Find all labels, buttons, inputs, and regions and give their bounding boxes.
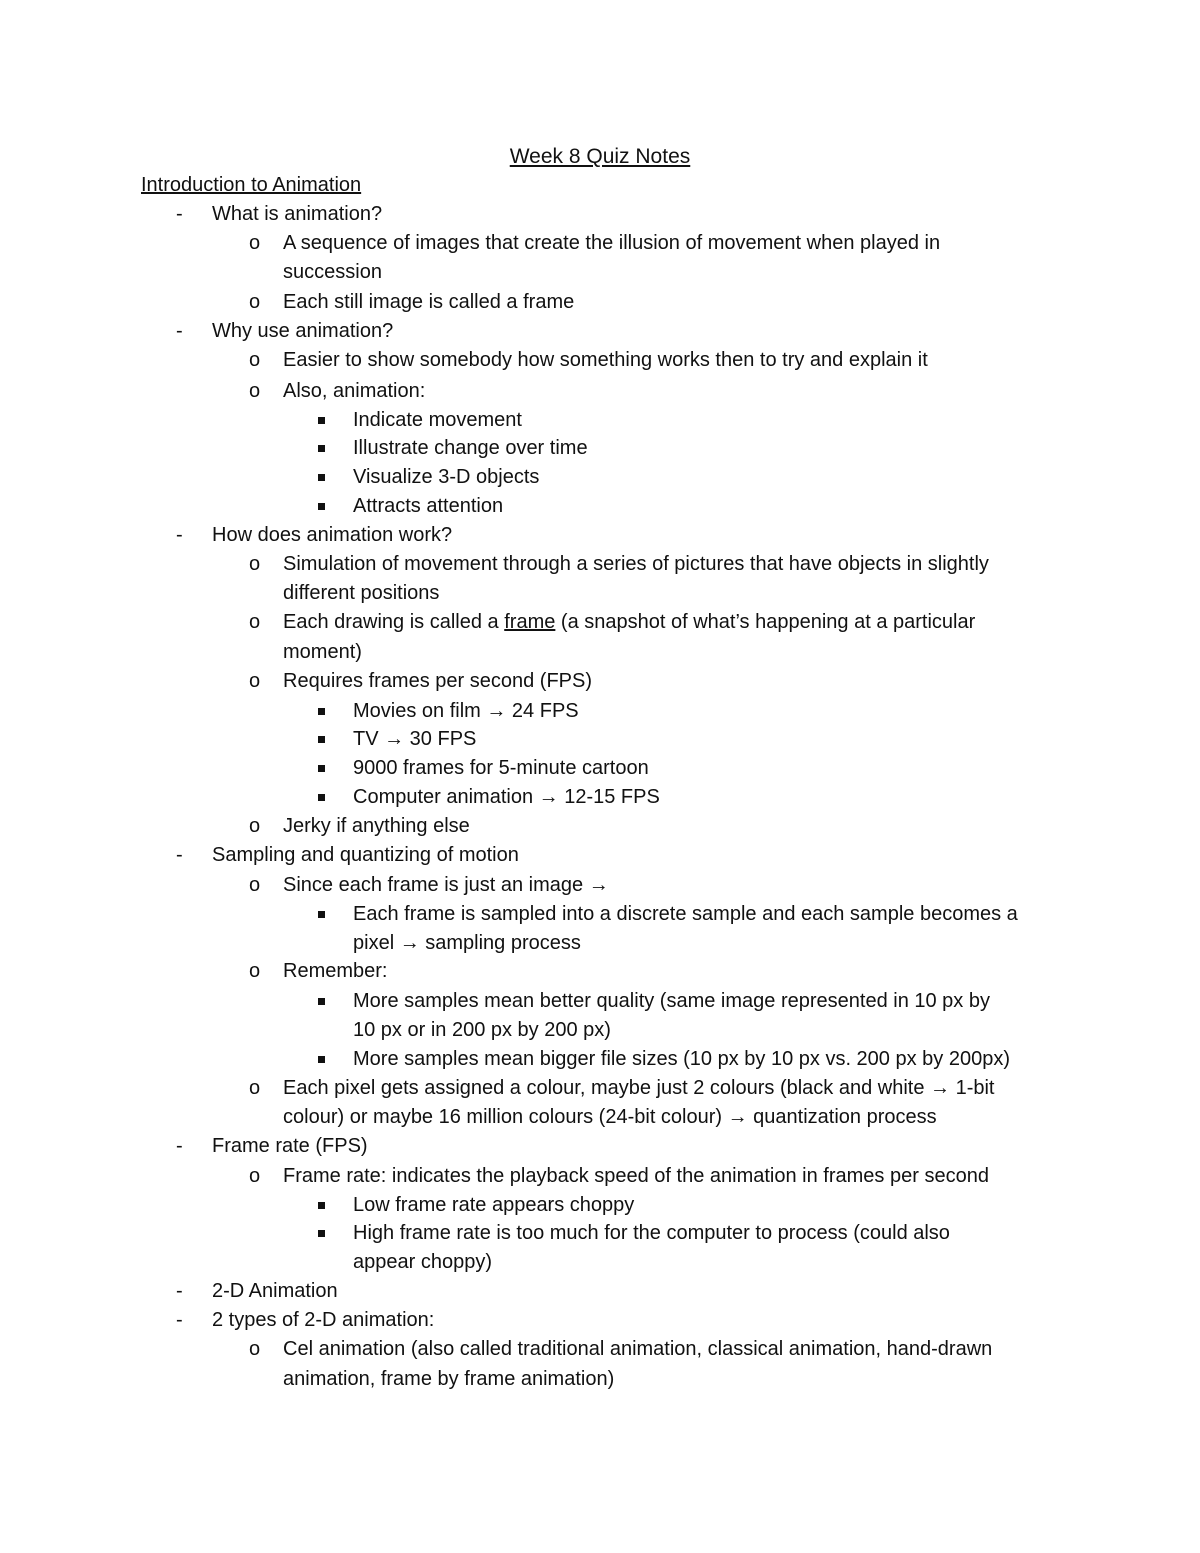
square-bullet-icon [318,492,328,521]
square-bullet-icon [318,1191,328,1220]
list-item: Easier to show somebody how something works then to try and explain it [283,349,928,371]
list-item: Frame rate (FPS) [212,1135,368,1157]
dash-bullet: - [176,320,183,342]
list-item-continuation: animation, frame by frame animation) [283,1368,615,1390]
list-item: Attracts attention [353,495,504,517]
list-item: 9000 frames for 5-minute cartoon [353,757,649,779]
square-bullet-icon [318,406,328,435]
list-item: Cel animation (also called traditional animation, classical animation, hand-drawn [283,1338,993,1360]
dash-bullet: - [176,203,183,225]
dash-bullet: - [176,844,183,866]
list-item: Each pixel gets assigned a colour, maybe just 2 colours (black and white → 1-bit [283,1077,995,1099]
list-item-continuation: colour) or maybe 16 million colours (24-bit colour) → quantization process [283,1106,937,1128]
square-bullet-icon [318,987,328,1016]
list-item: Jerky if anything else [283,815,470,837]
list-item: How does animation work? [212,524,453,546]
square-bullet-icon [318,725,328,754]
square-bullet-icon [318,1045,328,1074]
list-item: Each still image is called a frame [283,291,575,313]
list-item: More samples mean better quality (same image represented in 10 px by [353,990,990,1012]
list-item: Requires frames per second (FPS) [283,670,593,692]
list-item-continuation: different positions [283,582,440,604]
list-item: 2 types of 2-D animation: [212,1309,435,1331]
underlined-term: frame [504,611,556,633]
circle-bullet: o [249,553,261,575]
list-item: More samples mean bigger file sizes (10 px by 10 px vs. 200 px by 200px) [353,1048,1010,1070]
circle-bullet: o [249,670,261,692]
circle-bullet: o [249,1338,261,1360]
circle-bullet: o [249,1077,261,1099]
list-item: Why use animation? [212,320,394,342]
list-item: Illustrate change over time [353,437,588,459]
section-heading: Introduction to Animation [141,174,362,196]
square-bullet-icon [318,434,328,463]
list-item: A sequence of images that create the illusion of movement when played in [283,232,941,254]
square-bullet-icon [318,697,328,726]
list-item: Also, animation: [283,380,426,402]
circle-bullet: o [249,960,261,982]
list-item: Computer animation → 12-15 FPS [353,786,660,808]
list-item: 2-D Animation [212,1280,338,1302]
list-item: TV → 30 FPS [353,728,477,750]
list-item: High frame rate is too much for the computer to process (could also [353,1222,950,1244]
list-item [283,608,975,637]
list-item: Frame rate: indicates the playback speed of the animation in frames per second [283,1165,989,1187]
circle-bullet: o [249,815,261,837]
circle-bullet: o [249,380,261,402]
page-title: Week 8 Quiz Notes [509,145,691,168]
dash-bullet: - [176,1135,183,1157]
list-item: Low frame rate appears choppy [353,1194,635,1216]
list-item-continuation: appear choppy) [353,1251,492,1273]
circle-bullet: o [249,232,261,254]
dash-bullet: - [176,1309,183,1331]
list-item-continuation: pixel → sampling process [353,932,581,954]
list-item: Remember: [283,960,388,982]
circle-bullet: o [249,874,261,896]
list-item: Sampling and quantizing of motion [212,844,519,866]
list-item-text: Each drawing is called a [283,611,505,633]
list-item-continuation: 10 px or in 200 px by 200 px) [353,1019,611,1041]
list-item: What is animation? [212,203,383,225]
list-item: Indicate movement [353,409,522,431]
list-item: Since each frame is just an image → [283,874,609,896]
circle-bullet: o [249,1165,261,1187]
circle-bullet: o [249,349,261,371]
square-bullet-icon [318,463,328,492]
circle-bullet: o [249,291,261,313]
list-item-continuation: moment) [283,641,362,663]
square-bullet-icon [318,754,328,783]
square-bullet-icon [318,900,328,929]
list-item: Movies on film → 24 FPS [353,700,579,722]
square-bullet-icon [318,783,328,812]
list-item: Simulation of movement through a series of pictures that have objects in slightly [283,553,989,575]
dash-bullet: - [176,1280,183,1302]
list-item: Visualize 3-D objects [353,466,540,488]
square-bullet-icon [318,1219,328,1248]
list-item-continuation: succession [283,261,382,283]
list-item-text: (a snapshot of what’s happening at a particular [555,611,976,633]
circle-bullet: o [249,611,261,633]
list-item: Each frame is sampled into a discrete sample and each sample becomes a [353,903,1018,925]
dash-bullet: - [176,524,183,546]
